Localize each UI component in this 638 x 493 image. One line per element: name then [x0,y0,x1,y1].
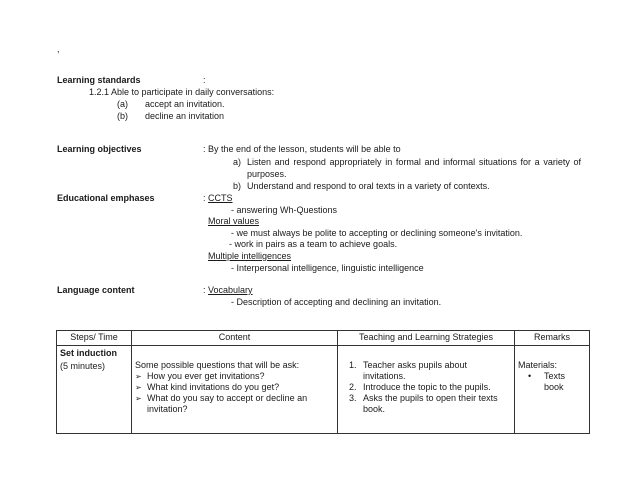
learning-standards-colon: : [203,75,206,85]
remarks-item-text: Texts book [544,371,566,392]
standard-item-marker: (b) [117,111,128,121]
standard-item-text: accept an invitation. [145,99,225,109]
bullet-dot-icon: • [528,371,532,381]
strategy-number: 2. [349,382,357,392]
objective-marker: b) [233,181,242,191]
strategies-cell [338,346,515,434]
arrow-bullet-icon: ➢ [135,372,142,381]
list-item [135,371,334,382]
arrow-bullet-icon: ➢ [135,383,142,392]
vocabulary-item: - Description of accepting and declining an invitation. [231,297,442,307]
list-item [135,393,334,415]
header-strategies: Teaching and Learning Strategies [338,331,515,346]
stage-name: Set induction [60,348,117,358]
learning-objectives-label: Learning objectives [57,144,142,154]
multiple-intelligences-heading: Multiple intelligences [208,251,292,261]
content-bullet-text: What do you say to accept or decline an invitation? [147,393,308,414]
ccts-item: - answering Wh-Questions [231,205,338,215]
objective-text: Understand and respond to oral texts in a variety of contexts. [247,181,490,191]
strategy-text: Teacher asks pupils about invitations. [363,360,468,381]
multiple-intelligences-item: - Interpersonal intelligence, linguistic intelligence [231,263,424,273]
ccts-line [203,193,233,204]
ccts-heading: CCTS [208,193,233,203]
educational-emphases-label: Educational emphases [57,193,155,203]
table-header-row [57,331,590,346]
moral-value-item: - work in pairs as a team to achieve goals. [229,239,398,249]
header-steps-time: Steps/ Time [57,331,132,346]
content-intro: Some possible questions that will be ask: [135,360,300,370]
standard-text: 1.2.1 Able to participate in daily conversations: [89,87,275,97]
content-bullet-list [135,371,334,415]
stray-mark: , [57,44,60,54]
list-item [341,382,511,393]
vocabulary-prefix: : [203,285,209,295]
moral-values-heading: Moral values [208,216,260,226]
content-bullet-text: What kind invitations do you get? [147,382,280,392]
moral-value-item: - we must always be polite to accepting or declining someone's invitation. [231,228,523,238]
strategy-text: Introduce the topic to the pupils. [363,382,491,392]
stage-time: (5 minutes) [60,361,106,371]
objective-text: Listen and respond appropriately in formal and informal situations for a variety of [247,157,581,167]
list-item [135,382,334,393]
objective-text-continued: purposes. [247,169,287,179]
remarks-cell [515,346,590,434]
list-item [518,371,586,393]
table-row [57,346,590,434]
standard-item-text: decline an invitation [145,111,225,121]
objective-marker: a) [233,157,242,167]
content-cell [132,346,338,434]
strategy-number: 3. [349,393,357,403]
strategies-list [341,360,511,415]
content-bullet-text: How you ever get invitations? [147,371,265,381]
strategy-text: Asks the pupils to open their texts book. [363,393,498,414]
list-item [341,393,511,415]
language-content-label: Language content [57,285,135,295]
remarks-list [518,371,586,393]
list-item [341,360,511,382]
learning-standards-label: Learning standards [57,75,141,85]
vocabulary-line [203,285,253,296]
vocabulary-heading: Vocabulary [208,285,253,295]
header-content: Content [132,331,338,346]
arrow-bullet-icon: ➢ [135,394,142,403]
lesson-plan-table [56,330,590,434]
objectives-intro: : By the end of the lesson, students will be able to [203,144,401,154]
strategy-number: 1. [349,360,357,370]
standard-item-marker: (a) [117,99,128,109]
ccts-prefix: : [203,193,209,203]
header-remarks: Remarks [515,331,590,346]
steps-cell [57,346,132,434]
remarks-label: Materials: [518,360,558,370]
